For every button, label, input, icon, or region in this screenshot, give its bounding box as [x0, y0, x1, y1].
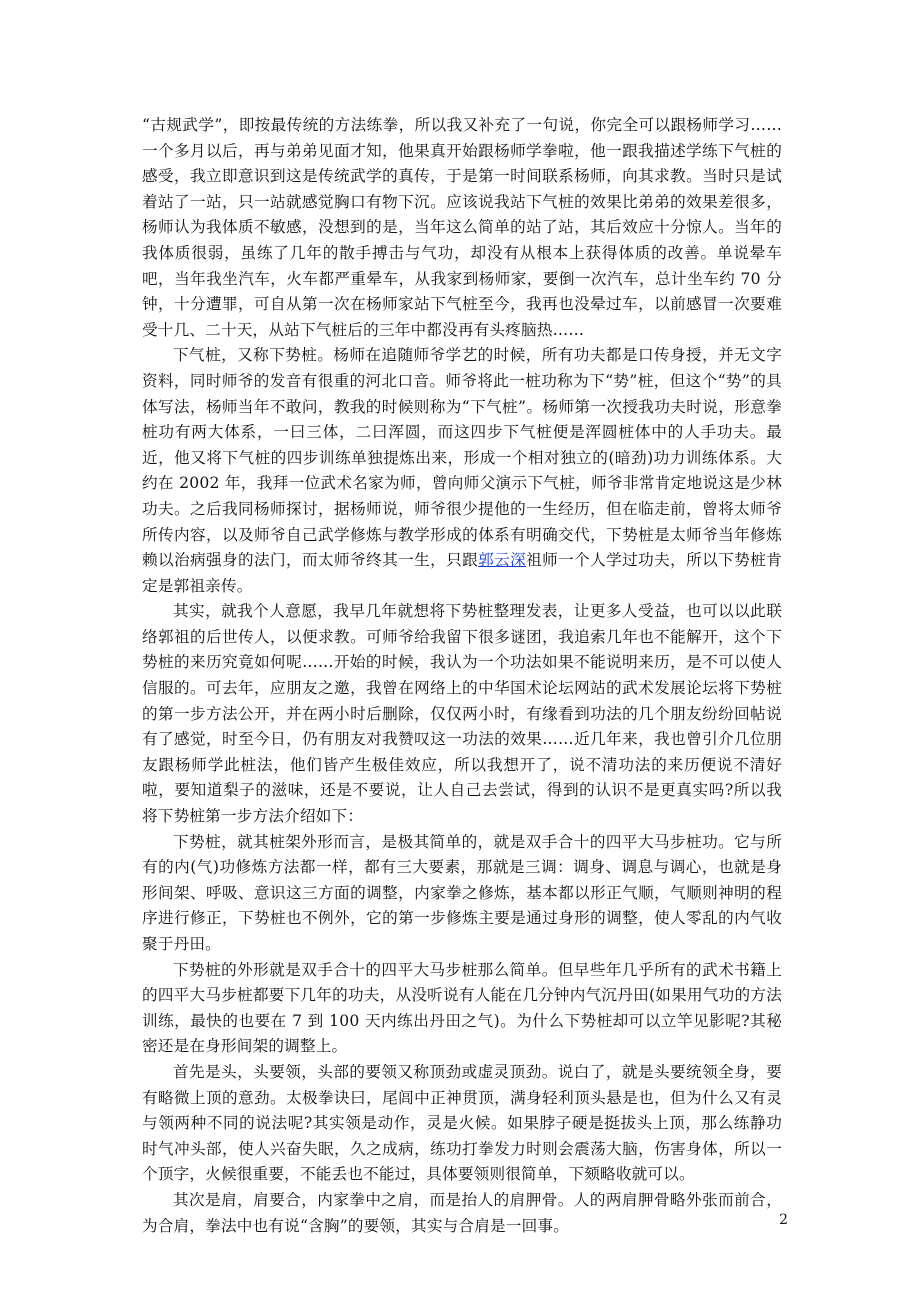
paragraph-3: 其实，就我个人意愿，我早几年就想将下势桩整理发表，让更多人受益，也可以以此联络郭祖的后世传人，以便求教。可师爷给我留下很多谜团，我追索几年也不能解开，这个下势桩的来历究竟如何呢……开始的时候，我认为一个功法如果不能说明来历，是不可以使人信服的。可去年，应朋友之邀，我曾在网络上的中华国术论坛网站的武术发展论坛将下势桩的第一步方法公开，并在两小时后删除，仅仅两小时，有缘看到功法的几个朋友纷纷回帖说有了感觉，时至今日，仍有朋友对我赞叹这一功法的效果……近几年来，我也曾引介几位朋友跟杨师学此桩法，他们皆产生极佳效应，所以我想开了，说不清功法的来历便说不清好啦，要知道梨子的滋味，还是不要说，让人自己去尝试，得到的认识不是更真实吗?所以我将下势桩第一步方法介绍如下： — [142, 602, 782, 826]
page-number: 2 — [779, 1212, 788, 1228]
paragraph-4: 下势桩，就其桩架外形而言，是极其简单的，就是双手合十的四平大马步桩功。它与所有的内(气)功修炼方法都一样，都有三大要素，那就是三调：调身、调息与调心，也就是身形间架、呼吸、意识这三方面的调整，内家拳之修炼，基本都以形正气顺，气顺则神明的程序进行修正，下势桩也不例外，它的第一步修炼主要是通过身形的调整，使人零乱的内气收聚于丹田。 — [142, 832, 782, 953]
guo-yunshen-link[interactable]: 郭云深 — [478, 551, 527, 570]
paragraph-2-text-after-link: 祖师一个人学过功夫，所以下势桩肯定是郭祖亲传。 — [142, 551, 782, 595]
paragraph-5: 下势桩的外形就是双手合十的四平大马步桩那么简单。但早些年几乎所有的武术书籍上的四平大马步桩都要下几年的功夫，从没听说有人能在几分钟内气沉丹田(如果用气功的方法训练，最快的也要在 7 到 100 天内练出丹田之气)。为什么下势桩却可以立竿见影呢?其秘密还是在身形间架的调整上。 — [142, 960, 782, 1056]
document-body — [142, 113, 782, 1239]
paragraph-7: 其次是肩，肩要合，内家拳中之肩，而是抬人的肩胛骨。人的两肩胛骨略外张而前合，为合肩，拳法中也有说“含胸”的要领，其实与合肩是一回事。 — [142, 1190, 782, 1235]
paragraph-6: 首先是头，头要领，头部的要领又称顶劲或虚灵顶劲。说白了，就是头要统领全身，要有略微上顶的意劲。太极拳诀曰，尾闾中正神贯顶，满身轻利顶头悬是也，但为什么又有灵与领两种不同的说法呢?其实领是动作，灵是火候。如果脖子硬是挺拔头上顶，那么练静功时气冲头部，使人兴奋失眠，久之成病，练功打拳发力时则会震荡大脑，伤害身体，所以一个顶字，火候很重要，不能丢也不能过，具体要领则很简单，下颏略收就可以。 — [142, 1062, 782, 1184]
paragraph-2-text-before-link: 下气桩，又称下势桩。杨师在追随师爷学艺的时候，所有功夫都是口传身授，并无文字资料，同时师爷的发音有很重的河北口音。师爷将此一桩功称为下“势”桩，但这个“势”的具体写法，杨师当年不敢问，教我的时候则称为“下气桩”。杨师第一次授我功夫时说，形意拳桩功有两大体系，一曰三体，二曰浑圆，而这四步下气桩便是浑圆桩体中的人手功夫。最近，他又将下气桩的四步训练单独提炼出来，形成一个相对独立的(暗劲)功力训练体系。大约在 2002 年，我拜一位武术名家为师，曾向师父演示下气桩，师爷非常肯定地说这是少林功夫。之后我同杨师探讨，据杨师说，师爷很少提他的一生经历，但在临走前，曾将太师爷所传内容，以及师爷自己武学修炼与教学形成的体系有明确交代，下势桩是太师爷当年修炼赖以治病强身的法门，而太师爷终其一生，只跟 — [142, 346, 782, 570]
paragraph-2 — [142, 343, 782, 599]
paragraph-1: “古规武学”，即按最传统的方法练拳，所以我又补充了一句说，你完全可以跟杨师学习……一个多月以后，再与弟弟见面才知，他果真开始跟杨师学拳啦，他一跟我描述学练下气桩的感受，我立即意识到这是传统武学的真传，于是第一时间联系杨师，向其求教。当时只是试着站了一站，只一站就感觉胸口有物下沉。应该说我站下气桩的效果比弟弟的效果差很多，杨师认为我体质不敏感，没想到的是，当年这么简单的站了站，其后效应十分惊人。当年的我体质很弱，虽练了几年的散手搏击与气功，却没有从根本上获得体质的改善。单说晕车吧，当年我坐汽车，火车都严重晕车，从我家到杨师家，要倒一次汽车，总计坐车约 70 分钟，十分遭罪，可自从第一次在杨师家站下气桩至今，我再也没晕过车，以前感冒一次要难受十几、二十天，从站下气桩后的三年中都没再有头疼脑热…… — [142, 116, 782, 339]
